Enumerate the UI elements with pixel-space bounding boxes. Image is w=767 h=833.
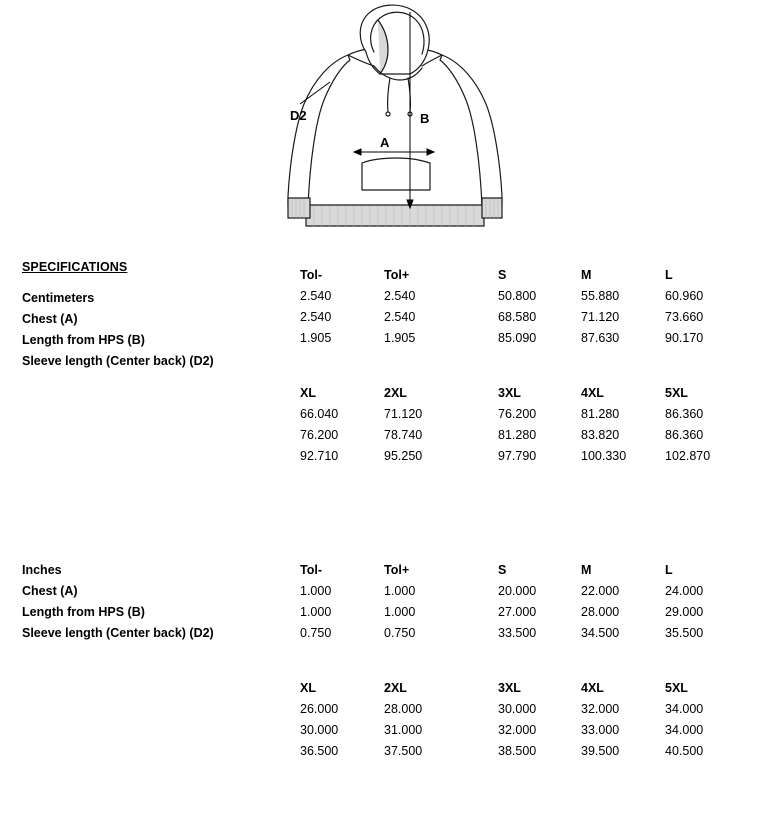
cell: 66.040 xyxy=(300,407,339,421)
col-header-m: M xyxy=(581,563,592,577)
centimeters-table-sml xyxy=(300,265,745,349)
waistband-ribbing xyxy=(314,206,474,226)
cell: 2.540 xyxy=(384,310,416,324)
cell: 0.750 xyxy=(300,626,332,640)
cell: 50.800 xyxy=(498,289,537,303)
cell: 55.880 xyxy=(581,289,620,303)
cell: 34.500 xyxy=(581,626,620,640)
inches-table-xl xyxy=(300,678,745,762)
callout-a: A xyxy=(380,135,390,150)
table-row xyxy=(300,741,745,762)
table-header-row xyxy=(300,265,745,286)
col-header-4xl: 4XL xyxy=(581,386,604,400)
cell: 92.710 xyxy=(300,449,339,463)
cell: 73.660 xyxy=(665,310,704,324)
cell: 86.360 xyxy=(665,407,704,421)
measure-label-length-hps-cm: Length from HPS (B) xyxy=(22,333,145,347)
col-header-tol-plus: Tol+ xyxy=(384,268,410,282)
left-cuff xyxy=(288,198,310,218)
col-header-tol-plus: Tol+ xyxy=(384,563,410,577)
cell: 38.500 xyxy=(498,744,537,758)
col-header-5xl: 5XL xyxy=(665,681,688,695)
cell: 1.000 xyxy=(300,605,332,619)
cell: 33.000 xyxy=(581,723,620,737)
cell: 26.000 xyxy=(300,702,339,716)
cell: 1.905 xyxy=(300,331,332,345)
cell: 78.740 xyxy=(384,428,423,442)
col-header-l: L xyxy=(665,563,673,577)
col-header-2xl: 2XL xyxy=(384,386,407,400)
cell: 1.000 xyxy=(300,584,332,598)
callout-b: B xyxy=(420,111,430,126)
cell: 81.280 xyxy=(581,407,620,421)
cell: 71.120 xyxy=(384,407,423,421)
centimeters-table-xl xyxy=(300,383,745,467)
col-header-xl: XL xyxy=(300,681,316,695)
kangaroo-pocket xyxy=(362,158,430,190)
col-header-tol-minus: Tol- xyxy=(300,268,322,282)
cell: 1.000 xyxy=(384,605,416,619)
col-header-s: S xyxy=(498,563,507,577)
cell: 31.000 xyxy=(384,723,423,737)
unit-label-centimeters: Centimeters xyxy=(22,291,95,305)
cell: 76.200 xyxy=(300,428,339,442)
table-row xyxy=(300,307,745,328)
table-row xyxy=(300,286,745,307)
aglet-left xyxy=(386,112,390,116)
cell: 32.000 xyxy=(581,702,620,716)
cell: 86.360 xyxy=(665,428,704,442)
col-header-xl: XL xyxy=(300,386,316,400)
col-header-l: L xyxy=(665,268,673,282)
cell: 2.540 xyxy=(300,310,332,324)
cell: 2.540 xyxy=(300,289,332,303)
cell: 24.000 xyxy=(665,584,704,598)
cell: 33.500 xyxy=(498,626,537,640)
table-row xyxy=(300,720,745,741)
right-cuff xyxy=(482,198,502,218)
cell: 30.000 xyxy=(300,723,339,737)
table-row xyxy=(300,425,745,446)
hoodie-technical-drawing xyxy=(270,0,520,240)
col-header-4xl: 4XL xyxy=(581,681,604,695)
cell: 20.000 xyxy=(498,584,537,598)
cell: 87.630 xyxy=(581,331,620,345)
measure-label-chest-in: Chest (A) xyxy=(22,584,78,598)
measure-label-sleeve-length-in: Sleeve length (Center back) (D2) xyxy=(22,626,214,640)
cell: 1.905 xyxy=(384,331,416,345)
hoodie-svg xyxy=(270,0,520,240)
cell: 1.000 xyxy=(384,584,416,598)
measure-label-sleeve-length-cm: Sleeve length (Center back) (D2) xyxy=(22,354,214,368)
cell: 97.790 xyxy=(498,449,537,463)
cell: 0.750 xyxy=(384,626,416,640)
cell: 32.000 xyxy=(498,723,537,737)
cell: 36.500 xyxy=(300,744,339,758)
cell: 30.000 xyxy=(498,702,537,716)
table-row xyxy=(300,404,745,425)
col-header-5xl: 5XL xyxy=(665,386,688,400)
callout-d2: D2 xyxy=(290,108,307,123)
cell: 34.000 xyxy=(665,723,704,737)
col-header-3xl: 3XL xyxy=(498,386,521,400)
measure-label-chest-cm: Chest (A) xyxy=(22,312,78,326)
table-row xyxy=(300,602,745,623)
cell: 60.960 xyxy=(665,289,704,303)
cell: 81.280 xyxy=(498,428,537,442)
table-header-row xyxy=(300,383,745,404)
cell: 85.090 xyxy=(498,331,537,345)
unit-label-inches: Inches xyxy=(22,563,62,577)
table-row xyxy=(300,581,745,602)
centimeters-label-column xyxy=(22,288,214,372)
cell: 83.820 xyxy=(581,428,620,442)
inches-table-sml xyxy=(300,560,745,644)
table-row xyxy=(300,699,745,720)
col-header-tol-minus: Tol- xyxy=(300,563,322,577)
col-header-2xl: 2XL xyxy=(384,681,407,695)
inches-label-column xyxy=(22,560,214,644)
cell: 95.250 xyxy=(384,449,423,463)
cell: 37.500 xyxy=(384,744,423,758)
cell: 28.000 xyxy=(384,702,423,716)
waistband xyxy=(306,205,484,226)
cell: 100.330 xyxy=(581,449,627,463)
col-header-m: M xyxy=(581,268,592,282)
cell: 22.000 xyxy=(581,584,620,598)
cell: 68.580 xyxy=(498,310,537,324)
cell: 76.200 xyxy=(498,407,537,421)
cell: 71.120 xyxy=(581,310,620,324)
cell: 40.500 xyxy=(665,744,704,758)
table-header-row xyxy=(300,560,745,581)
measure-label-length-hps-in: Length from HPS (B) xyxy=(22,605,145,619)
col-header-3xl: 3XL xyxy=(498,681,521,695)
table-header-row xyxy=(300,678,745,699)
cell: 29.000 xyxy=(665,605,704,619)
cell: 35.500 xyxy=(665,626,704,640)
cell: 102.870 xyxy=(665,449,711,463)
specifications-heading: SPECIFICATIONS xyxy=(22,260,128,274)
cell: 27.000 xyxy=(498,605,537,619)
cell: 39.500 xyxy=(581,744,620,758)
cell: 28.000 xyxy=(581,605,620,619)
table-row xyxy=(300,623,745,644)
table-row xyxy=(300,328,745,349)
cell: 90.170 xyxy=(665,331,704,345)
col-header-s: S xyxy=(498,268,507,282)
table-row xyxy=(300,446,745,467)
cell: 34.000 xyxy=(665,702,704,716)
cell: 2.540 xyxy=(384,289,416,303)
